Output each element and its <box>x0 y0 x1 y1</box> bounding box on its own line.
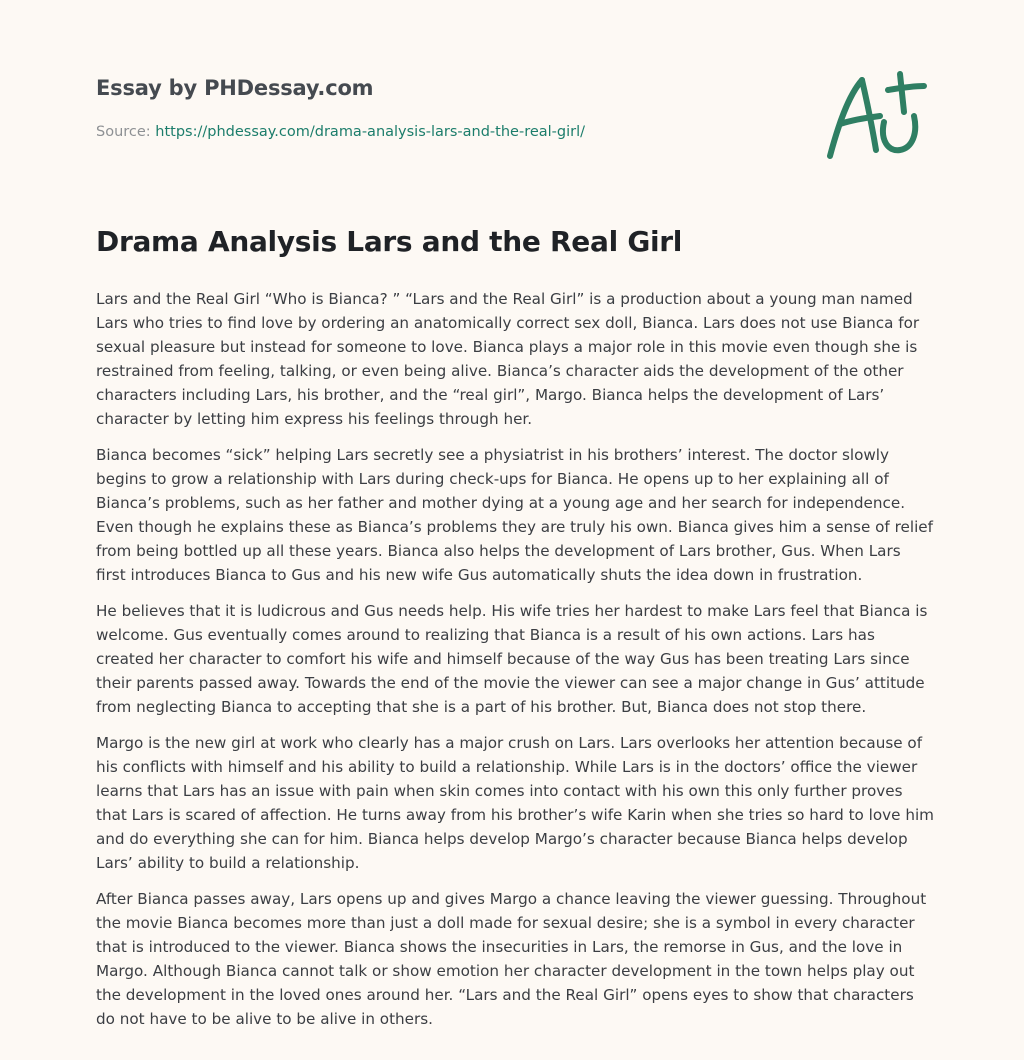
essay-title: Drama Analysis Lars and the Real Girl <box>96 225 683 258</box>
essay-paragraph: After Bianca passes away, Lars opens up and gives Margo a chance leaving the viewer guessing. Throughout the movie Bianca becomes more than just a doll made for sexual desire; she is a symbol in every character that is introduced to the viewer. Bianca shows the insecurities in Lars, the remorse in Gus, and the love in Margo. Although Bianca cannot talk or show emotion her character development in the town helps play out the development in the loved ones around her. “Lars and the Real Girl” opens eyes to show that characters do not have to be alive to be alive in others. <box>96 890 927 1028</box>
essay-paragraph: Lars and the Real Girl “Who is Bianca? ” “Lars and the Real Girl” is a production about a young man named Lars who tries to find love by ordering an anatomically correct sex doll, Bianca. Lars does not use Bianca for sexual pleasure but instead for someone to love. Bianca plays a major role in this movie even though she is restrained from feeling, talking, or even being alive. Bianca’s character aids the development of the other characters including Lars, his brother, and the “real girl”, Margo. Bianca helps the development of Lars’ character by letting him express his feelings through her. <box>96 290 920 428</box>
essay-body <box>96 287 934 1043</box>
source-label: Source: <box>96 124 151 140</box>
source-line <box>96 124 585 140</box>
essay-paragraph: Bianca becomes “sick” helping Lars secretly see a physiatrist in his brothers’ interest. The doctor slowly begins to grow a relationship with Lars during check-ups for Bianca. He opens up to her explaining all of Bianca’s problems, such as her father and mother dying at a young age and her search for independence. Even though he explains these as Bianca’s problems they are truly his own. Bianca gives him a sense of relief from being bottled up all these years. Bianca also helps the development of Lars brother, Gus. When Lars first introduces Bianca to Gus and his new wife Gus automatically shuts the idea down in frustration. <box>96 446 933 584</box>
source-link[interactable]: https://phdessay.com/drama-analysis-lars-and-the-real-girl/ <box>155 124 586 140</box>
essay-paragraph: Margo is the new girl at work who clearly has a major crush on Lars. Lars overlooks her attention because of his conflicts with himself and his ability to build a relationship. While Lars is in the doctors’ office the viewer learns that Lars has an issue with pain when skin comes into contact with his own this only further proves that Lars is scared of affection. He turns away from his brother’s wife Karin when she tries so hard to love him and do everything she can for him. Bianca helps develop Margo’s character because Bianca helps develop Lars’ ability to build a relationship. <box>96 734 934 872</box>
essay-paragraph: He believes that it is ludicrous and Gus needs help. His wife tries her hardest to make Lars feel that Bianca is welcome. Gus eventually comes around to realizing that Bianca is a result of his own actions. Lars has created her character to comfort his wife and himself because of the way Gus has been treating Lars since their parents passed away. Towards the end of the movie the viewer can see a major change in Gus’ attitude from neglecting Bianca to accepting that she is a part of his brother. But, Bianca does not stop there. <box>96 602 928 716</box>
a-plus-grade-icon <box>818 66 930 166</box>
site-brand: Essay by PHDessay.com <box>96 76 374 100</box>
